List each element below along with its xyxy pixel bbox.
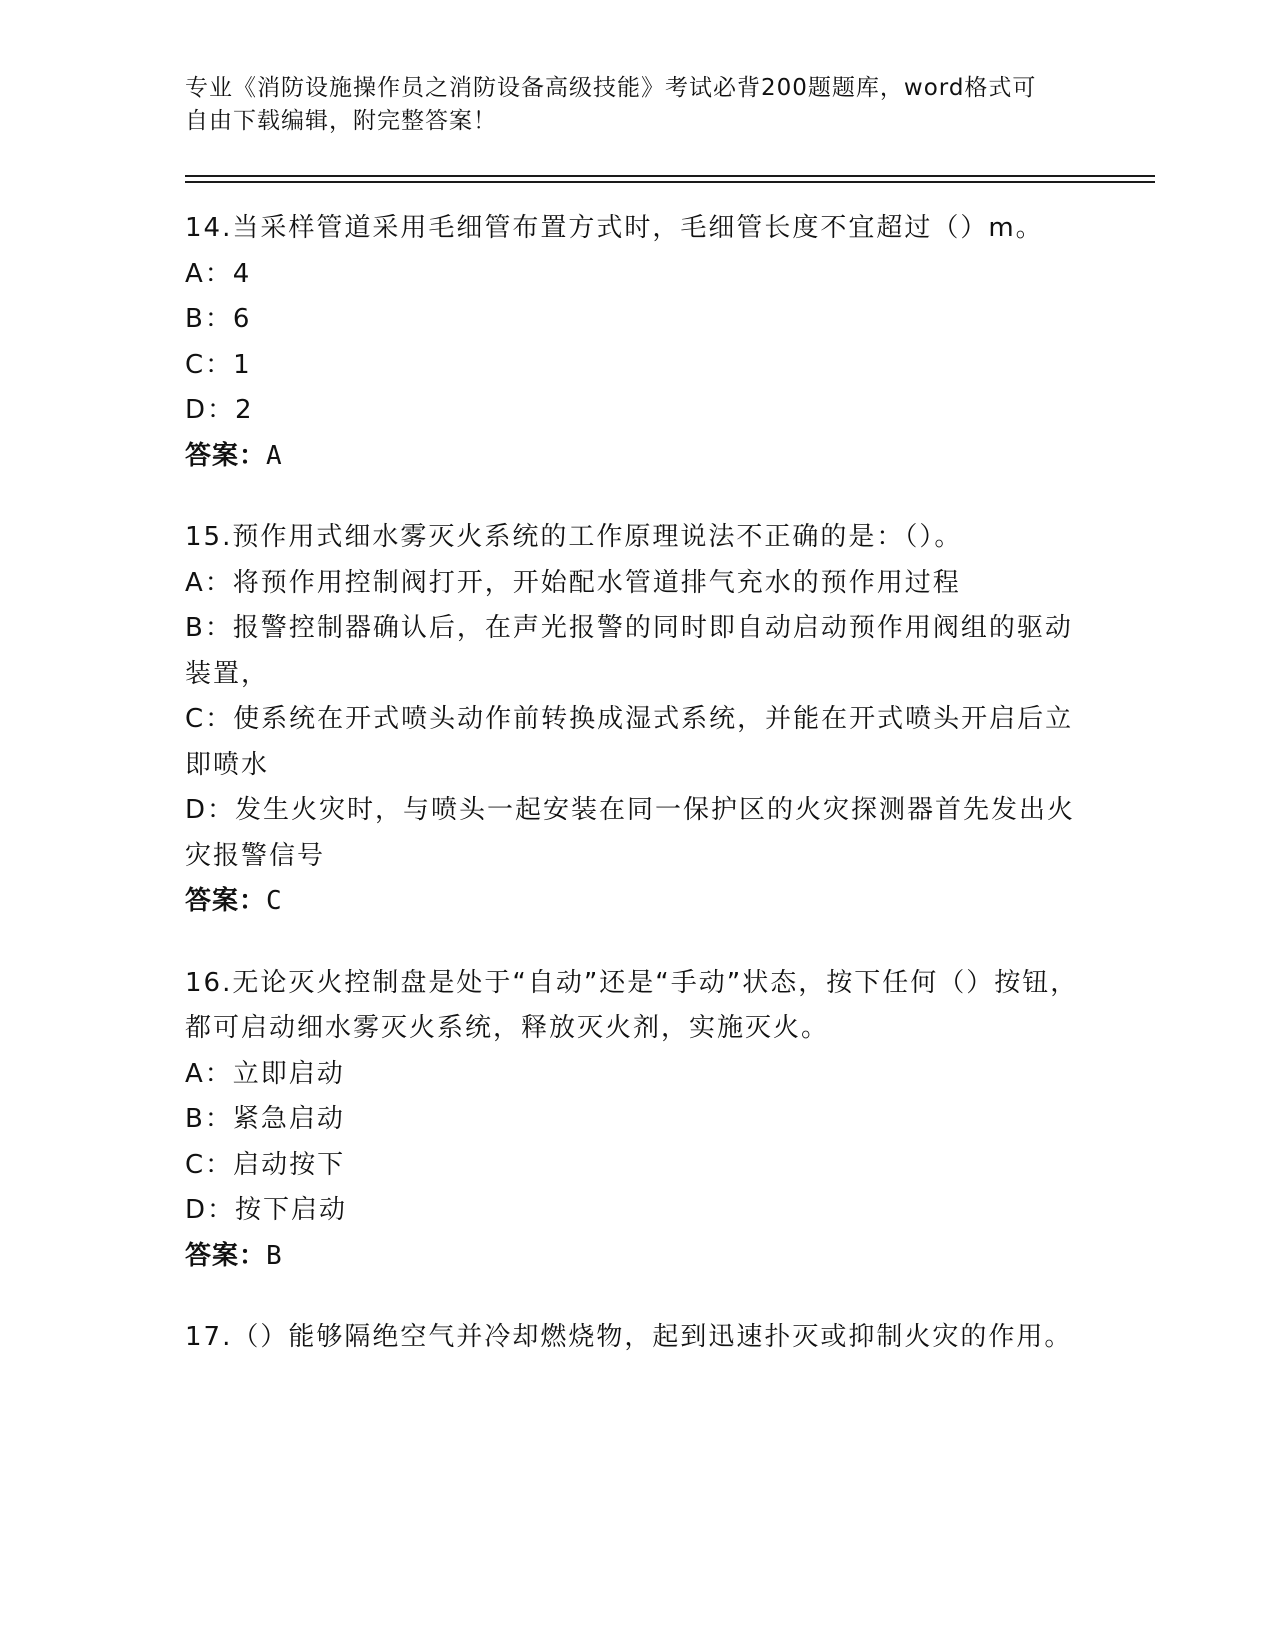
question-stem: 16.无论灭火控制盘是处于“自动”还是“手动”状态，按下任何（）按钮，都可启动细水雾灭火系统，释放灭火剂，实施灭火。 bbox=[185, 967, 1079, 1043]
answer-line bbox=[185, 1234, 1085, 1280]
question-stem: 17.（）能够隔绝空气并冷却燃烧物，起到迅速扑灭或抑制火灾的作用。 bbox=[185, 1322, 1073, 1352]
question-14 bbox=[185, 206, 1085, 479]
question-list bbox=[185, 206, 1085, 1397]
option-b: B：6 bbox=[185, 304, 252, 334]
option-c: C：1 bbox=[185, 349, 252, 380]
option-a: A：立即启动 bbox=[185, 1058, 345, 1089]
answer-value: B bbox=[266, 1240, 283, 1271]
answer-label: 答案： bbox=[185, 1240, 267, 1271]
answer-line bbox=[185, 434, 1085, 480]
header-divider-top bbox=[185, 175, 1155, 177]
answer-label: 答案： bbox=[185, 886, 267, 916]
question-16 bbox=[185, 961, 1085, 1280]
document-header bbox=[185, 72, 1085, 138]
answer-line bbox=[185, 879, 1085, 925]
option-a: A：将预作用控制阀打开，开始配水管道排气充水的预作用过程 bbox=[185, 567, 961, 598]
option-d: D：按下启动 bbox=[185, 1195, 348, 1225]
answer-value: C bbox=[266, 886, 283, 916]
answer-label: 答案： bbox=[185, 440, 267, 471]
question-17 bbox=[185, 1315, 1085, 1361]
option-b: B：紧急启动 bbox=[185, 1104, 345, 1134]
option-a: A：4 bbox=[185, 258, 252, 289]
header-divider-bottom bbox=[185, 181, 1155, 183]
option-b: B：报警控制器确认后，在声光报警的同时即自动启动预作用阀组的驱动装置， bbox=[185, 613, 1073, 689]
header-line-2: 自由下载编辑，附完整答案！ bbox=[185, 108, 497, 134]
question-stem: 15.预作用式细水雾灭火系统的工作原理说法不正确的是：（）。 bbox=[185, 522, 963, 552]
question-15 bbox=[185, 515, 1085, 925]
option-d: D：发生火灾时，与喷头一起安装在同一保护区的火灾探测器首先发出火灾报警信号 bbox=[185, 795, 1076, 871]
option-d: D：2 bbox=[185, 395, 254, 425]
option-c: C：启动按下 bbox=[185, 1149, 346, 1180]
question-stem: 14.当采样管道采用毛细管布置方式时，毛细管长度不宜超过（）m。 bbox=[185, 213, 1044, 243]
answer-value: A bbox=[266, 440, 283, 471]
option-c: C：使系统在开式喷头动作前转换成湿式系统，并能在开式喷头开启后立即喷水 bbox=[185, 704, 1074, 780]
header-line-1: 专业《消防设施操作员之消防设备高级技能》考试必背200题题库，word格式可 bbox=[185, 75, 1037, 101]
